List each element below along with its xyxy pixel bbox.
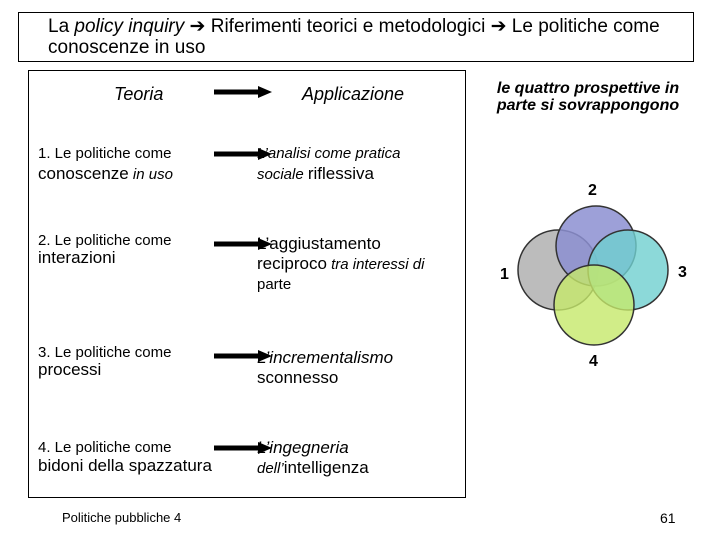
footer-course-title: Politiche pubbliche 4 bbox=[62, 510, 182, 525]
circle-label-3: 3 bbox=[678, 264, 687, 281]
theory-item-3: 3. Le politiche come processi bbox=[38, 344, 172, 379]
page-number: 61 bbox=[660, 510, 676, 526]
application-item-3: L’incrementalismo sconnesso bbox=[257, 348, 394, 387]
application-item-4: L’ingegneria dell’intelligenza bbox=[257, 438, 369, 477]
slide-title: La policy inquiry ➔ Riferimenti teorici e metodologici ➔ Le politiche come conoscenze in uso bbox=[48, 16, 660, 58]
circle-label-4: 4 bbox=[589, 353, 598, 370]
theory-item-2: 2. Le politiche come interazioni bbox=[38, 232, 172, 267]
perspectives-caption: le quattro prospettive in parte si sovrappongono bbox=[496, 80, 680, 114]
application-item-1: L’analisi come pratica sociale riflessiva bbox=[257, 145, 401, 183]
circle-4 bbox=[554, 265, 634, 345]
theory-item-1: 1. Le politiche come conoscenze in uso bbox=[38, 145, 173, 183]
header-teoria: Teoria bbox=[114, 84, 164, 104]
arrow-icon bbox=[214, 84, 274, 100]
circle-label-1: 1 bbox=[500, 266, 509, 283]
overlapping-circles-diagram bbox=[500, 190, 700, 380]
theory-item-4: 4. Le politiche come bidoni della spazzatura bbox=[38, 439, 212, 475]
header-applicazione: Applicazione bbox=[302, 84, 405, 104]
circle-label-2: 2 bbox=[588, 182, 597, 199]
application-item-2: L’aggiustamento reciproco tra interessi di parte bbox=[257, 234, 425, 293]
